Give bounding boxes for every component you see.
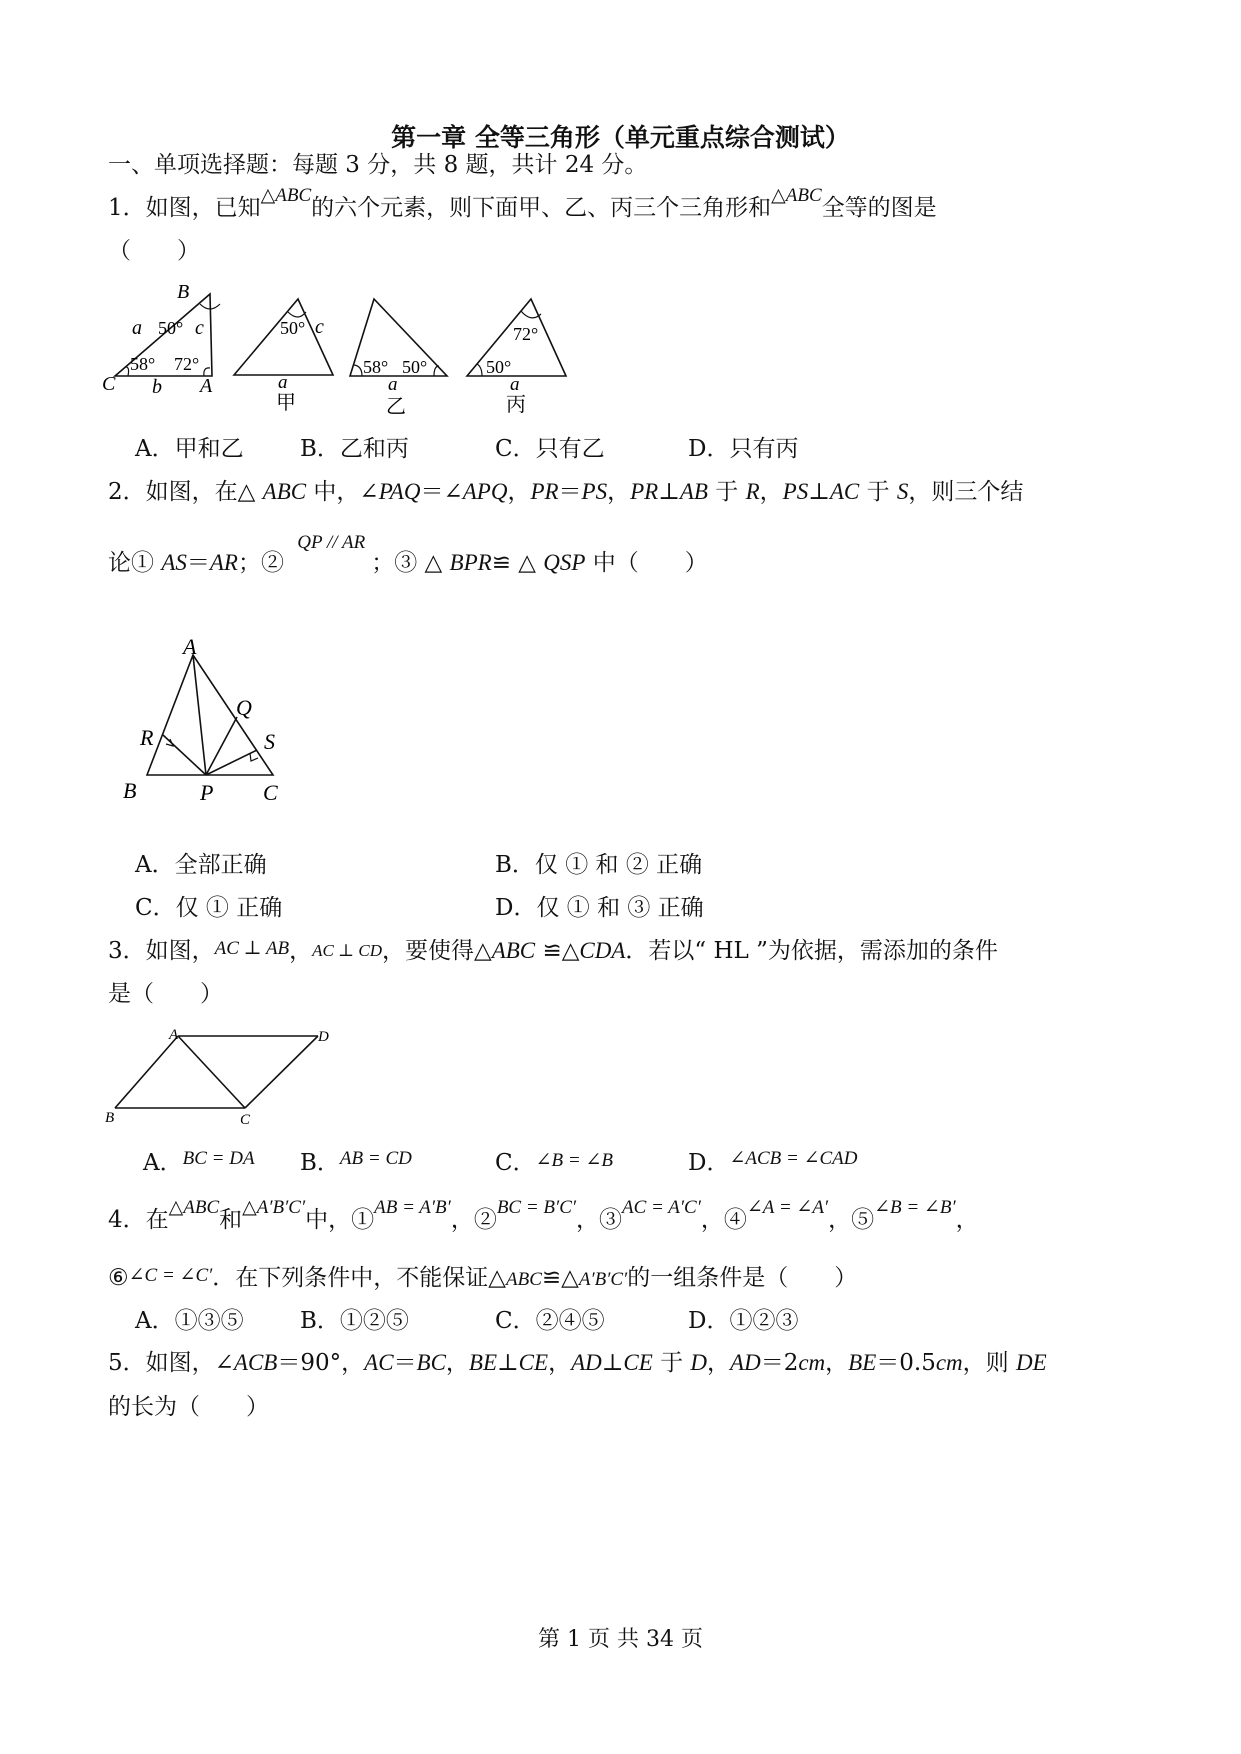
label-b: B	[123, 778, 137, 803]
q2-option-d[interactable]: D．仅 ① 和 ③ 正确	[495, 895, 704, 921]
label-c: C	[102, 373, 116, 395]
question-3-stem-line2: 是（ ）	[108, 981, 223, 1007]
jia-angle-mark	[288, 312, 306, 317]
label-b: B	[177, 281, 190, 303]
page-title: 第一章 全等三角形（单元重点综合测试）	[391, 123, 850, 152]
label-b: B	[105, 1110, 115, 1126]
question-2-stem: 2．如图，在△ ABC 中，∠PAQ＝∠APQ，PR＝PS，PR⊥AB 于 R，PS⊥AC 于 S，则三个结	[108, 479, 1024, 505]
q1-figure	[100, 278, 580, 418]
q3-option-c[interactable]: C．∠B = ∠B	[495, 1150, 613, 1176]
question-3-stem: 3．如图，AC ⊥ AB，AC ⊥ CD，要使得△ABC ≌△CDA．若以“ HL ”为依据，需添加的条件	[108, 938, 998, 964]
question-5-stem-line2: 的长为（ ）	[108, 1394, 269, 1420]
yi-label: 乙	[386, 396, 406, 418]
q1-option-b[interactable]: B．乙和丙	[300, 436, 409, 462]
label-d: D	[318, 1029, 329, 1045]
q3-option-b[interactable]: B．$^{AB = CD}$	[300, 1148, 412, 1176]
section-heading: 一、单项选择题：每题 3 分，共 8 题，共计 24 分。	[108, 152, 648, 178]
angle-50: 50°	[158, 318, 184, 338]
yi-angle-mark-1	[354, 365, 362, 376]
segment-ac	[178, 1036, 245, 1108]
label-a: A	[200, 375, 213, 397]
right-angle-s	[250, 753, 258, 761]
label-q: Q	[236, 695, 252, 720]
side-a: a	[132, 317, 142, 339]
segment-cd	[245, 1036, 318, 1108]
q1-option-c[interactable]: C．只有乙	[495, 436, 605, 462]
question-4-stem: 4．在$^{\triangle ABC}$和$^{\triangle A'B'C'}$中，①$^{AB = A'B'}$，②$^{BC = B'C'}$，③$^{AC = A'C'}$，④$^{\angle A = \angle A'}$，⑤$^{\angle B = \angle B'}$，	[108, 1197, 979, 1233]
q4-option-b[interactable]: B．①②⑤	[300, 1308, 409, 1334]
q1-option-a[interactable]: A．甲和乙	[135, 436, 244, 462]
segment-ps	[206, 750, 257, 775]
jia-side-c: c	[315, 316, 324, 338]
q2-option-b[interactable]: B．仅 ① 和 ② 正确	[495, 852, 703, 878]
bing-side-a: a	[510, 374, 520, 395]
page-footer: 第 1 页 共 34 页	[538, 1627, 703, 1652]
q3-figure	[100, 1022, 335, 1132]
label-c: C	[263, 780, 278, 805]
jia-label: 甲	[276, 392, 296, 414]
side-c: c	[195, 317, 204, 339]
angle-58: 58°	[130, 354, 156, 374]
label-c: C	[240, 1112, 251, 1128]
question-2-stem-line2: 论① AS＝AR；② $^{QP // AR}$；③ △ BPR≌ △ QSP 中（ ）	[108, 532, 708, 576]
bing-angle-50: 50°	[486, 357, 512, 377]
jia-side-a: a	[278, 372, 288, 393]
question-1-stem: 1．如图，已知$^{\triangle ABC}$的六个元素，则下面甲、乙、丙三个三角形和$^{\triangle ABC}$全等的图是	[108, 185, 937, 221]
yi-angle-50: 50°	[402, 357, 428, 377]
q2-option-a[interactable]: A．全部正确	[135, 852, 267, 878]
yi-angle-58: 58°	[363, 357, 389, 377]
q3-option-a[interactable]: A．$^{BC = DA}$	[143, 1148, 255, 1176]
segment-pq	[206, 717, 237, 775]
label-s: S	[264, 729, 275, 754]
label-r: R	[140, 725, 154, 750]
question-5-stem: 5．如图，∠ACB＝90°，AC＝BC，BE⊥CE，AD⊥CE 于 D，AD＝2cm，BE＝0.5cm，则 DE	[108, 1350, 1047, 1376]
q1-number: 1．如图，已知	[108, 195, 261, 221]
q2-option-c[interactable]: C．仅 ① 正确	[135, 895, 283, 921]
label-a: A	[169, 1027, 179, 1043]
jia-angle-50: 50°	[280, 318, 306, 338]
label-p: P	[200, 780, 214, 805]
yi-side-a: a	[388, 374, 398, 395]
q1-tri-1: △ABC	[260, 185, 312, 206]
q1-answer-paren: （ ）	[108, 238, 200, 264]
angle-72: 72°	[174, 354, 200, 374]
label-a: A	[183, 635, 197, 659]
triangle-abc	[147, 655, 273, 775]
question-4-stem-line2: ⑥∠C = ∠C′．在下列条件中，不能保证△ABC≌△A′B′C′的一组条件是（ ）	[108, 1265, 858, 1291]
q2-figure	[120, 635, 300, 815]
q4-option-a[interactable]: A．①③⑤	[135, 1308, 244, 1334]
q1-option-d[interactable]: D．只有丙	[688, 436, 799, 462]
segment-ab	[115, 1036, 178, 1108]
segment-pr	[163, 735, 206, 775]
q1-tri-2: △ABC	[771, 185, 822, 206]
side-b: b	[152, 376, 162, 398]
bing-angle-mark-2	[477, 364, 482, 376]
q4-option-c[interactable]: C．②④⑤	[495, 1308, 605, 1334]
q4-option-d[interactable]: D．①②③	[688, 1308, 799, 1334]
q3-option-d[interactable]: D．$^{\angle ACB = \angle CAD}$	[688, 1148, 858, 1176]
angle-mark-c	[125, 367, 129, 376]
bing-label: 丙	[506, 394, 526, 416]
bing-angle-72: 72°	[513, 324, 539, 344]
